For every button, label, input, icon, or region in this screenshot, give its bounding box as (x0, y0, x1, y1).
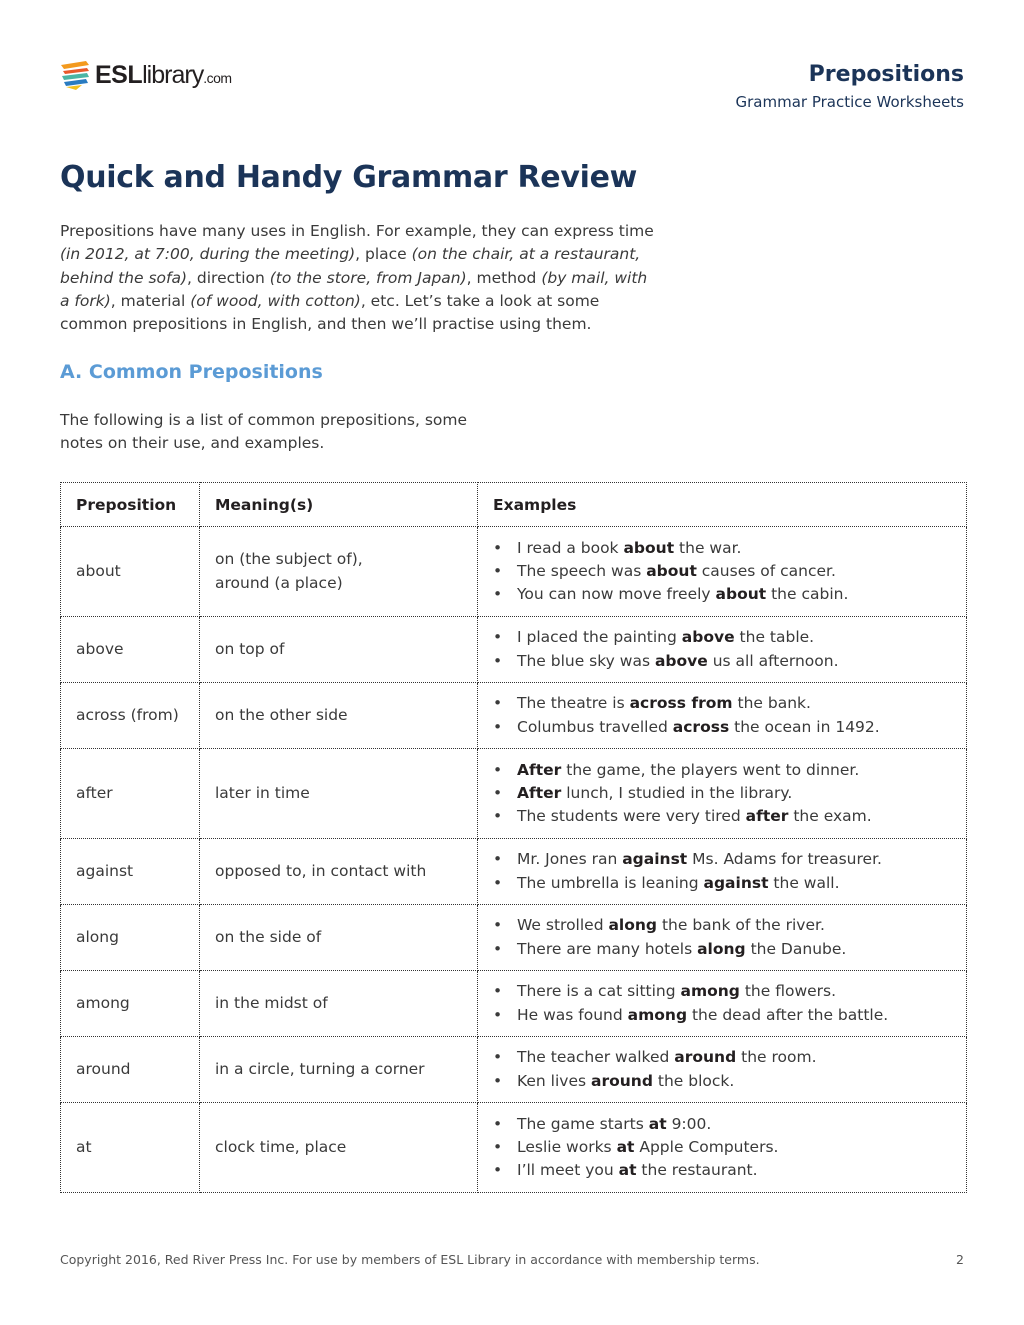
example-text: I read a book (517, 538, 624, 557)
preposition-highlight: around (591, 1071, 653, 1090)
section-lead-text: The following is a list of common prepositions, some notes on their use, and examples. (60, 411, 468, 453)
example-text: the restaurant. (636, 1161, 758, 1180)
example-text: Mr. Jones ran (517, 850, 623, 869)
example-item (493, 782, 951, 805)
example-text: the room. (736, 1048, 817, 1067)
example-item (493, 650, 951, 673)
example-list (493, 914, 951, 960)
preposition-highlight: After (517, 760, 562, 779)
header-preposition: Preposition (61, 483, 200, 527)
meaning-line: later in time (215, 783, 310, 802)
example-item (493, 1070, 951, 1093)
worksheet-topic: Prepositions (808, 62, 964, 87)
example-item (493, 1113, 951, 1136)
example-text: the flowers. (739, 982, 837, 1001)
meaning-cell (200, 971, 478, 1037)
example-list (493, 626, 951, 672)
example-text: the bank of the river. (657, 916, 825, 935)
preposition-cell: after (61, 749, 200, 839)
examples-cell (478, 749, 967, 839)
example-text: the Danube. (745, 939, 847, 958)
example-text: 9:00. (666, 1114, 712, 1133)
examples-cell (478, 1103, 967, 1193)
table-row (61, 905, 967, 971)
preposition-cell: at (61, 1103, 200, 1193)
example-text: the game, the players went to dinner. (561, 760, 860, 779)
intro-example: (of wood, with cotton) (190, 291, 361, 310)
preposition-cell: above (61, 617, 200, 683)
logo-wordmark: ESLlibrary.com (95, 60, 232, 89)
preposition-highlight: across (672, 717, 730, 736)
worksheet-series: Grammar Practice Worksheets (735, 93, 964, 111)
table-row (61, 1103, 967, 1193)
meaning-line: on the side of (215, 927, 322, 946)
example-item (493, 626, 951, 649)
example-text: Ms. Adams for treasurer. (687, 850, 882, 869)
preposition-highlight: about (623, 538, 675, 557)
example-item (493, 583, 951, 606)
example-text: I’ll meet you (517, 1161, 619, 1180)
meaning-line: in a circle, turning a corner (215, 1059, 425, 1078)
preposition-highlight: about (646, 561, 697, 580)
preposition-highlight: along (697, 939, 746, 958)
table-row (61, 1037, 967, 1103)
example-text: Columbus travelled (517, 717, 673, 736)
example-text: the block. (652, 1071, 735, 1090)
intro-text: , method (466, 268, 542, 287)
header-meaning: Meaning(s) (200, 483, 478, 527)
example-text: the exam. (788, 807, 872, 826)
meaning-cell (200, 683, 478, 749)
example-item (493, 692, 951, 715)
intro-example: (by mail, with a fork) (60, 268, 648, 310)
example-item (493, 560, 951, 583)
example-text: The speech was (517, 561, 647, 580)
example-item (493, 537, 951, 560)
example-list (493, 980, 951, 1026)
example-item (493, 980, 951, 1003)
preposition-highlight: above (654, 651, 708, 670)
example-text: The theatre is (517, 694, 630, 713)
meaning-line: on the other side (215, 705, 348, 724)
page-title: Quick and Handy Grammar Review (60, 160, 638, 195)
meaning-line: clock time, place (215, 1137, 347, 1156)
example-text: the cabin. (766, 585, 849, 604)
prepositions-table (60, 482, 967, 1193)
example-text: the table. (734, 628, 815, 647)
preposition-highlight: after (745, 807, 789, 826)
preposition-cell: along (61, 905, 200, 971)
intro-text: , place (355, 245, 412, 264)
example-text: Apple Computers. (634, 1137, 779, 1156)
example-text: He was found (517, 1005, 628, 1024)
table-row (61, 683, 967, 749)
example-text: Leslie works (517, 1137, 617, 1156)
meaning-cell (200, 839, 478, 905)
table-row (61, 971, 967, 1037)
example-text: I placed the painting (517, 628, 682, 647)
example-text: We strolled (517, 916, 609, 935)
example-item (493, 914, 951, 937)
book-stack-icon (60, 59, 90, 91)
example-list (493, 1113, 951, 1183)
meaning-cell (200, 617, 478, 683)
example-text: The umbrella is leaning (517, 873, 704, 892)
example-list (493, 848, 951, 894)
examples-cell (478, 905, 967, 971)
meaning-cell (200, 905, 478, 971)
meaning-line: on top of (215, 639, 285, 658)
intro-example: (to the store, from Japan) (269, 268, 467, 287)
preposition-highlight: about (715, 585, 767, 604)
intro-text: , etc. Let’s take a look at some common prepositions in English, and then we’ll practise using them. (60, 291, 600, 334)
example-item (493, 759, 951, 782)
preposition-cell: about (61, 527, 200, 617)
page-number: 2 (956, 1252, 964, 1267)
example-text: the war. (674, 538, 742, 557)
example-item (493, 938, 951, 961)
intro-text: , direction (187, 268, 270, 287)
intro-example: (in 2012, at 7:00, during the meeting) (60, 245, 356, 264)
example-item (493, 805, 951, 828)
example-item (493, 716, 951, 739)
preposition-cell: against (61, 839, 200, 905)
example-list (493, 1046, 951, 1092)
example-text: The game starts (517, 1114, 649, 1133)
example-text: causes of cancer. (696, 561, 836, 580)
example-text: the ocean in 1492. (729, 717, 880, 736)
example-text: The blue sky was (517, 651, 655, 670)
example-list (493, 692, 951, 738)
example-text: the bank. (732, 694, 811, 713)
table-row (61, 617, 967, 683)
intro-text: Prepositions have many uses in English. For example, they can express time (60, 222, 654, 240)
example-list (493, 759, 951, 829)
example-item (493, 848, 951, 871)
meaning-cell (200, 749, 478, 839)
example-text: There is a cat sitting (517, 982, 681, 1001)
example-text: lunch, I studied in the library. (561, 783, 793, 802)
meaning-cell (200, 1037, 478, 1103)
intro-text: , material (110, 291, 191, 310)
preposition-highlight: above (681, 628, 735, 647)
meaning-line: on (the subject of), (215, 550, 363, 569)
example-item (493, 1159, 951, 1182)
esl-library-logo (60, 58, 232, 92)
intro-paragraph (60, 220, 660, 336)
example-text: The students were very tired (517, 807, 746, 826)
meaning-line: around (a place) (215, 573, 343, 592)
examples-cell (478, 839, 967, 905)
preposition-highlight: among (627, 1005, 688, 1024)
example-text: There are many hotels (517, 939, 698, 958)
examples-cell (478, 971, 967, 1037)
meaning-cell (200, 527, 478, 617)
examples-cell (478, 683, 967, 749)
section-heading: A. Common Prepositions (60, 361, 323, 383)
preposition-highlight: After (517, 783, 562, 802)
example-text: Ken lives (517, 1071, 592, 1090)
example-text: the wall. (768, 873, 840, 892)
meaning-cell (200, 1103, 478, 1193)
preposition-highlight: at (618, 1161, 637, 1180)
table-row (61, 749, 967, 839)
table-row (61, 527, 967, 617)
meaning-line: in the midst of (215, 993, 328, 1012)
copyright-notice: Copyright 2016, Red River Press Inc. For use by members of ESL Library in accordance with membership terms. (60, 1252, 760, 1267)
examples-cell (478, 527, 967, 617)
preposition-highlight: at (648, 1114, 667, 1133)
preposition-cell: among (61, 971, 200, 1037)
preposition-cell: around (61, 1037, 200, 1103)
preposition-highlight: against (703, 873, 769, 892)
examples-cell (478, 617, 967, 683)
preposition-highlight: across from (629, 694, 733, 713)
examples-cell (478, 1037, 967, 1103)
example-text: us all afternoon. (707, 651, 839, 670)
example-text: You can now move freely (517, 585, 716, 604)
intro-example: (on the chair, at a restaurant, behind the sofa) (60, 245, 641, 287)
preposition-cell: across (from) (61, 683, 200, 749)
example-item (493, 1046, 951, 1069)
meaning-line: opposed to, in contact with (215, 861, 427, 880)
example-list (493, 537, 951, 607)
table-header-row (61, 483, 967, 527)
header-examples: Examples (478, 483, 967, 527)
preposition-highlight: along (608, 916, 658, 935)
preposition-highlight: against (622, 850, 688, 869)
example-text: the dead after the battle. (687, 1005, 889, 1024)
table-row (61, 839, 967, 905)
example-item (493, 1004, 951, 1027)
example-text: The teacher walked (517, 1048, 675, 1067)
preposition-highlight: at (616, 1137, 635, 1156)
preposition-highlight: around (674, 1048, 737, 1067)
example-item (493, 872, 951, 895)
preposition-highlight: among (680, 982, 740, 1001)
example-item (493, 1136, 951, 1159)
